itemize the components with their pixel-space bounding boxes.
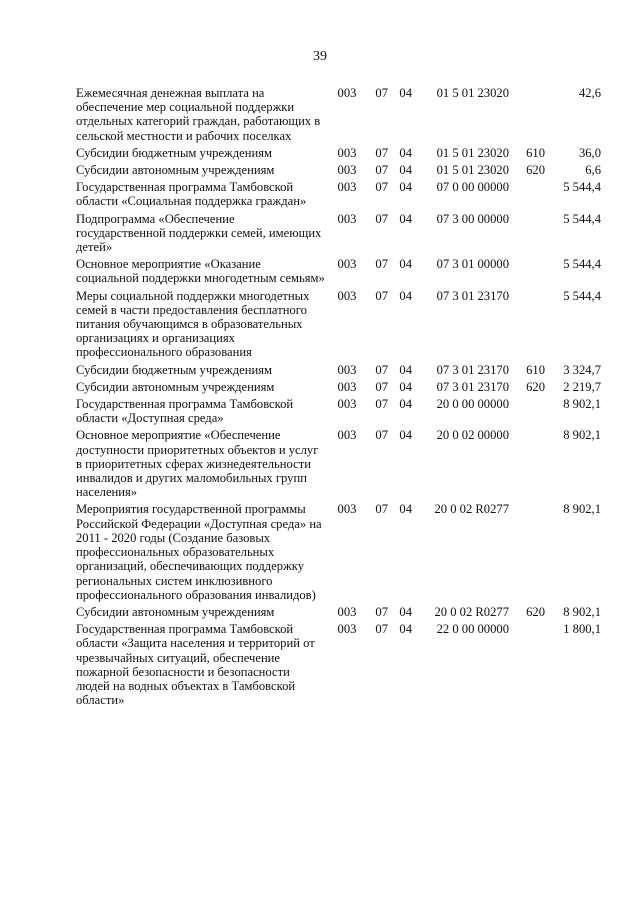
subsection-code: 04 [399,604,412,619]
expense-type-code: 610 [526,362,545,377]
section-code: 07 [375,86,388,100]
page-number: 39 [313,49,327,64]
table-row [76,257,601,288]
ministry-code: 003 [337,502,357,517]
expense-type-code [509,180,545,211]
section-code: 07 [375,379,388,394]
item-name: Основное мероприятие «Оказание социальной поддержки многодетным семьям» [76,257,325,286]
target-article-code: 01 5 01 23020 [436,145,509,160]
amount-value: 8 902,1 [563,502,601,517]
table-row [76,622,601,710]
section-code: 07 [375,428,388,443]
target-article-code: 20 0 00 00000 [436,397,509,412]
subsection-code: 04 [399,163,412,178]
section-code: 07 [375,211,388,226]
item-name: Субсидии автономным учреждениям [76,379,275,394]
table-row [76,363,601,380]
item-name: Государственная программа Тамбовской области «Защита населения и территорий от чрезвычайных ситуаций, обеспечение пожарной безопасности и безопасности людей на водных объектах в Тамбовской области» [76,622,315,708]
section-code: 07 [375,502,388,517]
item-name: Меры социальной поддержки многодетных семей в части предоставления бесплатного питания обучающимся в образовательных организациях и организациях профессионального образования [76,288,310,360]
section-code: 07 [375,163,388,178]
expense-type-code [509,428,545,502]
target-article-code: 01 5 01 23020 [436,86,509,100]
amount-value: 36,0 [578,145,601,160]
target-article-code: 07 0 00 00000 [436,180,509,195]
amount-value: 8 902,1 [563,397,601,412]
item-name: Субсидии бюджетным учреждениям [76,145,272,160]
item-name: Государственная программа Тамбовской области «Доступная среда» [76,397,294,426]
target-article-code: 07 3 01 23170 [436,288,509,303]
expense-type-code: 620 [526,163,545,178]
expense-type-code [509,257,545,288]
ministry-code: 003 [337,145,357,160]
section-code: 07 [375,622,388,637]
subsection-code: 04 [399,428,412,443]
target-article-code: 22 0 00 00000 [436,622,509,637]
amount-value: 6,6 [585,163,601,178]
item-name: Субсидии автономным учреждениям [76,163,275,178]
amount-value: 3 324,7 [563,362,601,377]
section-code: 07 [375,362,388,377]
subsection-code: 04 [399,622,412,637]
table-row [76,289,601,363]
expense-type-code [509,622,545,710]
section-code: 07 [375,288,388,303]
ministry-code: 003 [337,604,357,619]
expense-type-code: 620 [526,604,545,619]
subsection-code: 04 [399,397,412,412]
section-code: 07 [375,257,388,272]
expense-type-code [509,212,545,258]
ministry-code: 003 [337,163,357,178]
table-row [76,212,601,258]
table-row [76,502,601,604]
item-name: Подпрограмма «Обеспечение государственной поддержки семей, имеющих детей» [76,211,322,255]
item-name: Субсидии автономным учреждениям [76,604,275,619]
budget-table-body [76,86,601,710]
subsection-code: 04 [399,86,412,100]
target-article-code: 20 0 02 R0277 [434,604,509,619]
subsection-code: 04 [399,257,412,272]
expense-type-code [509,502,545,604]
table-row [76,180,601,211]
ministry-code: 003 [337,622,357,637]
table-row [76,605,601,622]
subsection-code: 04 [399,362,412,377]
expense-type-code [509,86,545,146]
table-row [76,163,601,180]
target-article-code: 07 3 01 23170 [436,362,509,377]
target-article-code: 07 3 01 23170 [436,379,509,394]
expense-type-code [509,397,545,428]
section-code: 07 [375,145,388,160]
item-name: Государственная программа Тамбовской области «Социальная поддержка граждан» [76,180,307,209]
target-article-code: 20 0 02 R0277 [434,502,509,517]
amount-value: 42,6 [578,86,601,100]
section-code: 07 [375,180,388,195]
item-name: Основное мероприятие «Обеспечение доступности приоритетных объектов и услуг в приоритетных сферах жизнедеятельности инвалидов и других маломобильных групп населения» [76,428,319,500]
ministry-code: 003 [337,257,357,272]
budget-table [76,86,601,710]
table-row [76,86,601,146]
expense-type-code: 620 [526,379,545,394]
amount-value: 5 544,4 [563,257,601,272]
section-code: 07 [375,397,388,412]
ministry-code: 003 [337,397,357,412]
table-row [76,146,601,163]
subsection-code: 04 [399,145,412,160]
target-article-code: 01 5 01 23020 [436,163,509,178]
ministry-code: 003 [337,362,357,377]
ministry-code: 003 [337,288,357,303]
item-name: Мероприятия государственной программы Российской Федерации «Доступная среда» на 2011 - 2020 годы (Создание базовых профессиональных образовательных организаций, обеспечивающих поддержку региональных систем инклюзивного профессионального образования инвалидов) [76,502,322,602]
subsection-code: 04 [399,379,412,394]
ministry-code: 003 [337,428,357,443]
amount-value: 5 544,4 [563,211,601,226]
target-article-code: 20 0 02 00000 [436,428,509,443]
item-name: Ежемесячная денежная выплата на обеспечение мер социальной поддержки отдельных категорий граждан, работающих в сельской местности и рабочих поселках [76,86,321,143]
subsection-code: 04 [399,502,412,517]
amount-value: 5 544,4 [563,288,601,303]
amount-value: 8 902,1 [563,428,601,443]
section-code: 07 [375,604,388,619]
subsection-code: 04 [399,180,412,195]
amount-value: 8 902,1 [563,604,601,619]
target-article-code: 07 3 00 00000 [436,211,509,226]
target-article-code: 07 3 01 00000 [436,257,509,272]
expense-type-code [509,289,545,363]
subsection-code: 04 [399,211,412,226]
table-row [76,380,601,397]
amount-value: 2 219,7 [563,379,601,394]
table-row [76,428,601,502]
ministry-code: 003 [337,379,357,394]
item-name: Субсидии бюджетным учреждениям [76,362,272,377]
ministry-code: 003 [337,86,357,100]
ministry-code: 003 [337,211,357,226]
table-row [76,397,601,428]
amount-value: 1 800,1 [563,622,601,637]
subsection-code: 04 [399,288,412,303]
ministry-code: 003 [337,180,357,195]
amount-value: 5 544,4 [563,180,601,195]
expense-type-code: 610 [526,145,545,160]
